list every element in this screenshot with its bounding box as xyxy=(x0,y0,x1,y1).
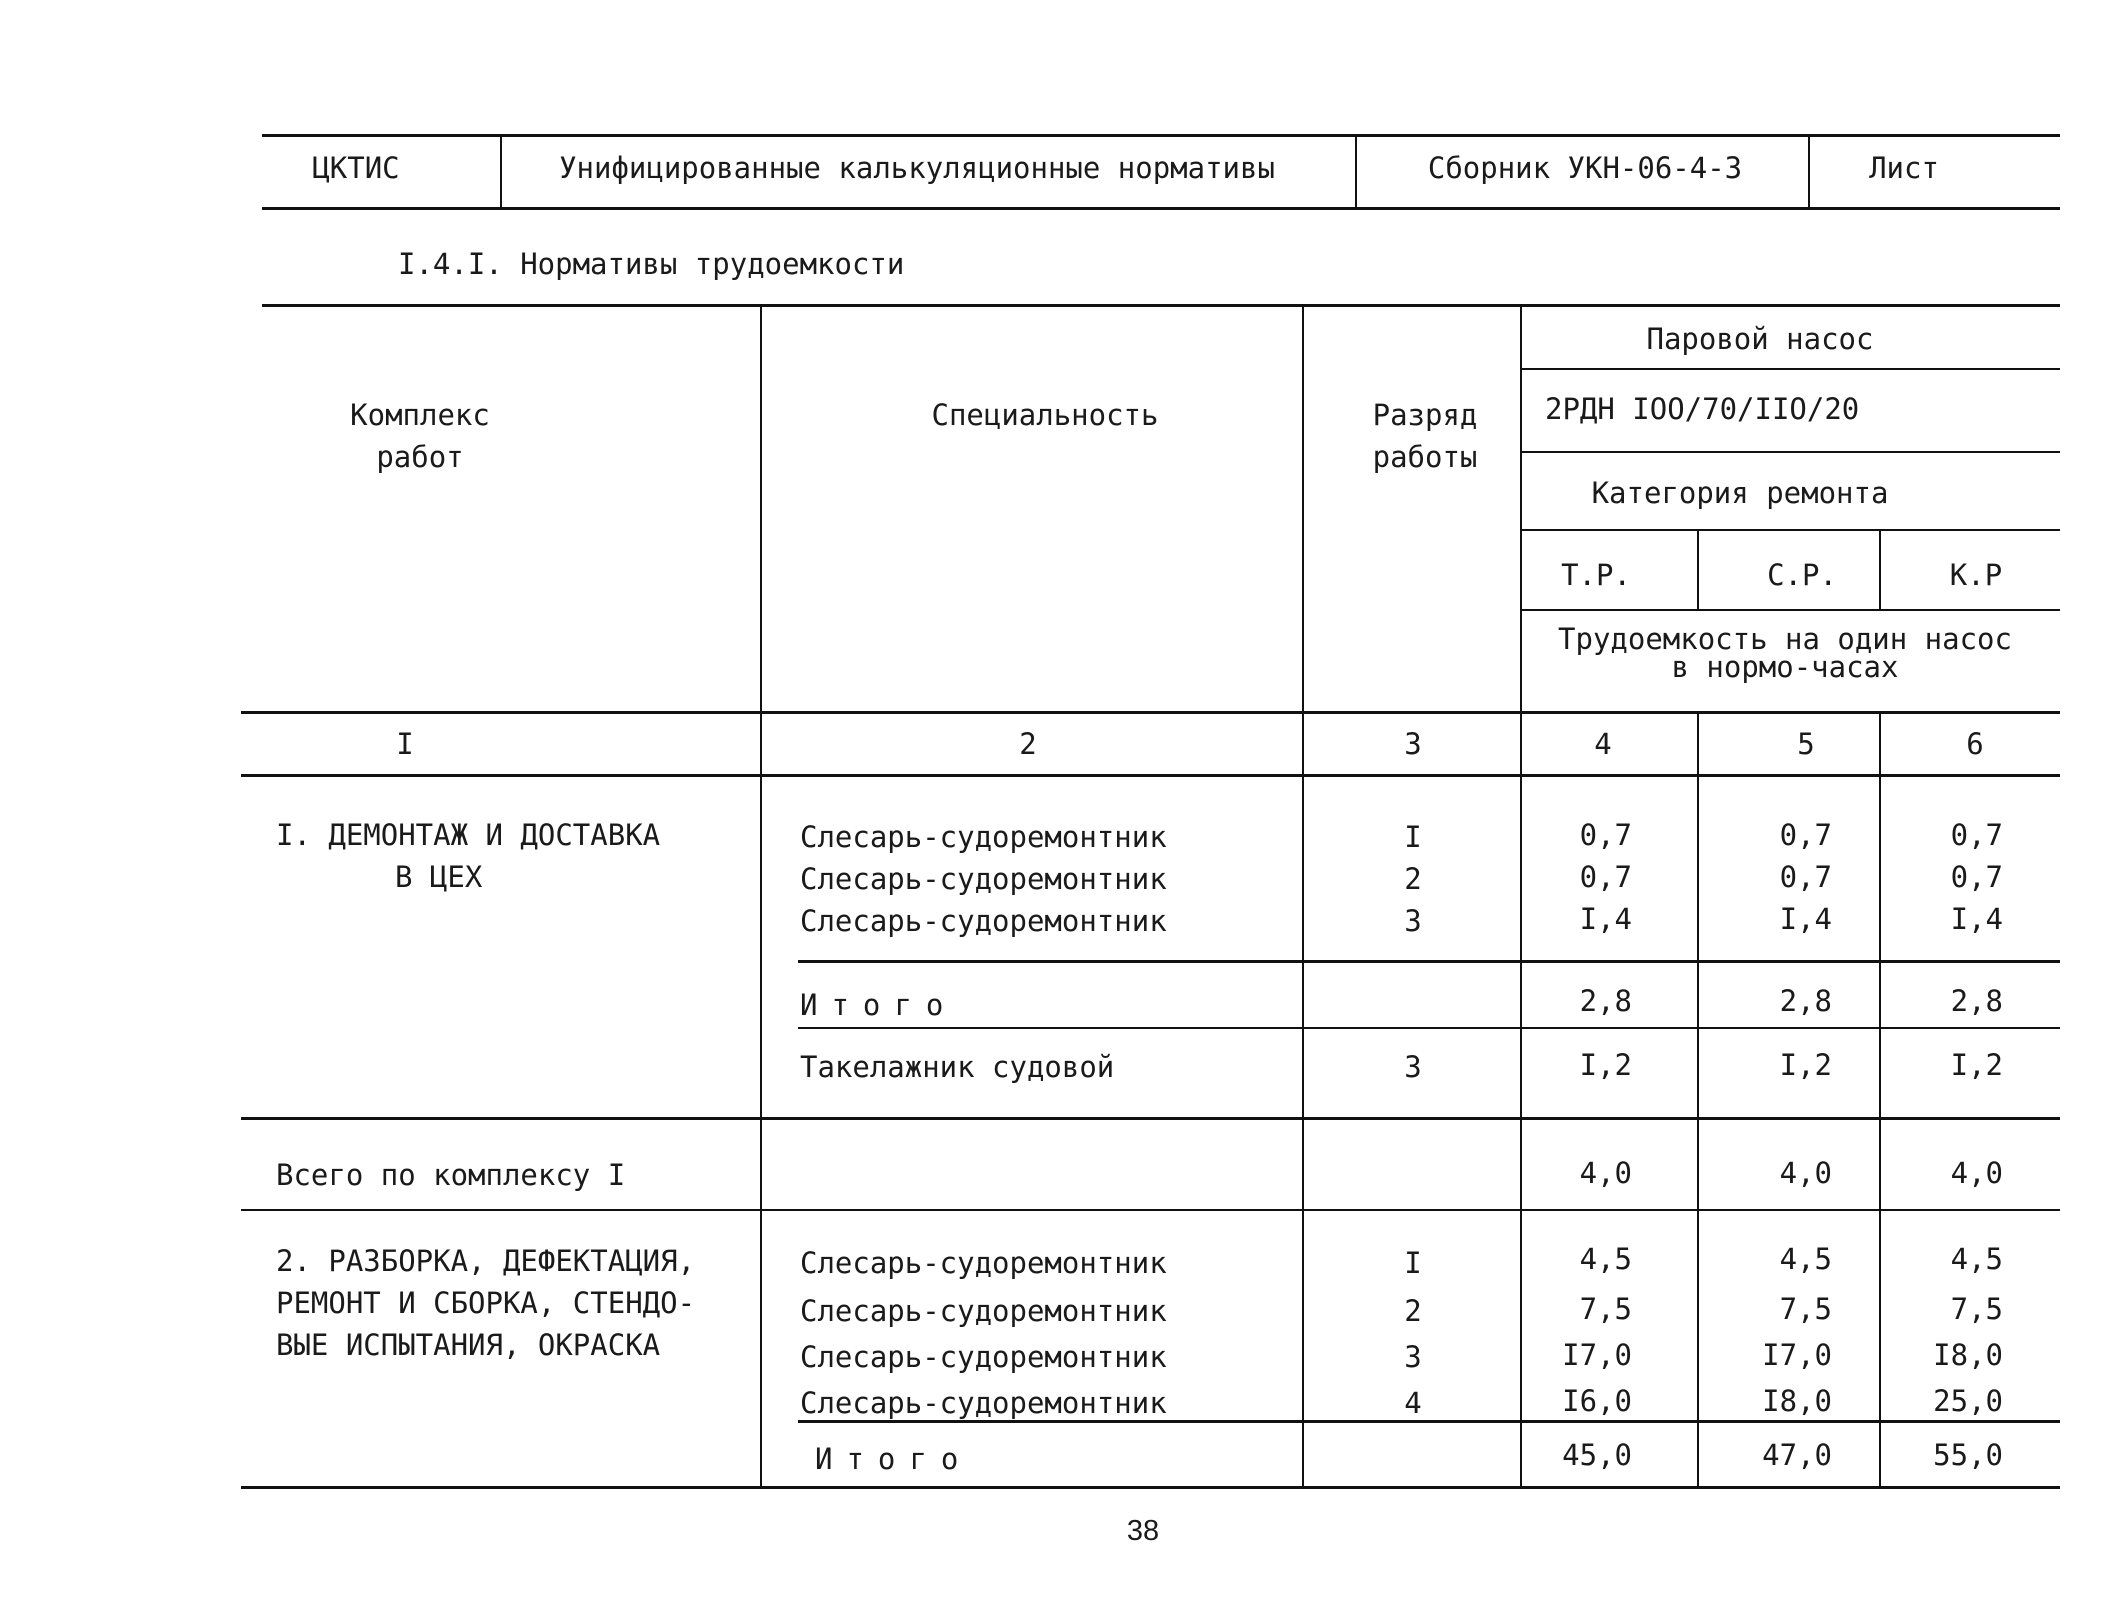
col-divider xyxy=(1697,712,1699,1488)
header-title: Унифицированные калькуляционные нормативы xyxy=(559,151,1275,185)
tr-cell: I,4 xyxy=(1579,902,1632,936)
grade-cell: I xyxy=(1404,1246,1422,1280)
tr-cell: I6,0 xyxy=(1562,1384,1632,1418)
col-number: 6 xyxy=(1966,727,1984,761)
col-number: 4 xyxy=(1594,727,1612,761)
specialty-cell: Слесарь-судоремонтник xyxy=(800,1294,1167,1328)
tr-cell: I,2 xyxy=(1579,1048,1632,1082)
head-bottom-rule xyxy=(241,711,2060,714)
col-number: 5 xyxy=(1797,727,1815,761)
table-top-rule xyxy=(262,304,2060,307)
tr-cell: 4,0 xyxy=(1579,1156,1632,1190)
tr-cell: 0,7 xyxy=(1579,818,1632,852)
subtotal-label: Итого xyxy=(815,1442,973,1476)
sr-cell: I8,0 xyxy=(1762,1384,1832,1418)
subtotal-rule xyxy=(798,960,2060,963)
head-labor: Трудоемкость на один насос xyxy=(1558,622,2012,656)
sr-cell: 2,8 xyxy=(1779,984,1832,1018)
row-rule xyxy=(798,1027,2060,1029)
section-title: I.4.I. Нормативы трудоемкости xyxy=(398,247,905,281)
grade-cell: 3 xyxy=(1404,1340,1422,1374)
group-title: I. ДЕМОНТАЖ И ДОСТАВКА xyxy=(276,818,661,852)
kr-cell: 0,7 xyxy=(1950,818,2003,852)
specialty-cell: Слесарь-судоремонтник xyxy=(800,820,1167,854)
sr-cell: I,2 xyxy=(1779,1048,1832,1082)
header-divider xyxy=(500,136,502,208)
sr-cell: 0,7 xyxy=(1779,818,1832,852)
table-bottom-rule xyxy=(241,1486,2060,1489)
tr-cell: 2,8 xyxy=(1579,984,1632,1018)
kr-cell: 4,5 xyxy=(1950,1242,2003,1276)
col-divider xyxy=(1302,305,1304,1488)
head-rule xyxy=(1520,529,2060,531)
col-number: 2 xyxy=(1019,727,1037,761)
head-rule xyxy=(1520,609,2060,611)
head-rule xyxy=(1520,368,2060,370)
sr-cell: 4,5 xyxy=(1779,1242,1832,1276)
tr-cell: 0,7 xyxy=(1579,860,1632,894)
tr-cell: I7,0 xyxy=(1562,1338,1632,1372)
grade-cell: 4 xyxy=(1404,1386,1422,1420)
header-bottom-rule xyxy=(262,207,2060,210)
head-cat-sr: С.Р. xyxy=(1767,558,1837,592)
col-number: I xyxy=(396,727,414,761)
group-rule xyxy=(241,1117,2060,1120)
sr-cell: I,4 xyxy=(1779,902,1832,936)
kr-cell: 2,8 xyxy=(1950,984,2003,1018)
specialty-cell: Слесарь-судоремонтник xyxy=(800,904,1167,938)
grade-cell: 2 xyxy=(1404,1294,1422,1328)
head-complex: работ xyxy=(376,440,464,474)
head-pump: Паровой насос xyxy=(1646,322,1874,356)
specialty-cell: Такелажник судовой xyxy=(800,1050,1115,1084)
head-labor: в нормо-часах xyxy=(1671,650,1899,684)
col-divider xyxy=(760,305,762,1488)
specialty-cell: Слесарь-судоремонтник xyxy=(800,1340,1167,1374)
complex-total-label: Всего по комплексу I xyxy=(276,1158,626,1192)
group-title: В ЦЕХ xyxy=(395,860,483,894)
kr-cell: I8,0 xyxy=(1933,1338,2003,1372)
subtotal-label: Итого xyxy=(800,988,958,1022)
header-divider xyxy=(1808,136,1810,208)
tr-cell: 7,5 xyxy=(1579,1292,1632,1326)
grade-cell: 2 xyxy=(1404,862,1422,896)
col-numbers-rule xyxy=(241,774,2060,777)
cat-divider xyxy=(1879,530,1881,610)
tr-cell: 45,0 xyxy=(1562,1438,1632,1472)
subtotal-rule xyxy=(798,1420,2060,1423)
grade-cell: 3 xyxy=(1404,1050,1422,1084)
sr-cell: 4,0 xyxy=(1779,1156,1832,1190)
grade-cell: I xyxy=(1404,820,1422,854)
header-collection: Сборник УКН-06-4-3 xyxy=(1427,151,1743,185)
head-repair-category: Категория ремонта xyxy=(1591,476,1889,510)
header-divider xyxy=(1355,136,1357,208)
kr-cell: 55,0 xyxy=(1933,1438,2003,1472)
sr-cell: 7,5 xyxy=(1779,1292,1832,1326)
grade-cell: 3 xyxy=(1404,904,1422,938)
header-org: ЦКТИС xyxy=(312,151,400,185)
head-rule xyxy=(1520,451,2060,453)
cat-divider xyxy=(1697,530,1699,610)
kr-cell: 0,7 xyxy=(1950,860,2003,894)
head-cat-tr: Т.Р. xyxy=(1561,558,1631,592)
kr-cell: 4,0 xyxy=(1950,1156,2003,1190)
group-title: ВЫЕ ИСПЫТАНИЯ, ОКРАСКА xyxy=(276,1328,661,1362)
kr-cell: 7,5 xyxy=(1950,1292,2003,1326)
kr-cell: 25,0 xyxy=(1933,1384,2003,1418)
kr-cell: I,4 xyxy=(1950,902,2003,936)
tr-cell: 4,5 xyxy=(1579,1242,1632,1276)
header-top-rule xyxy=(262,134,2060,137)
head-cat-kr: К.Р xyxy=(1949,558,2003,592)
head-complex: Комплекс xyxy=(350,398,490,432)
head-grade: Разряд xyxy=(1372,398,1478,432)
specialty-cell: Слесарь-судоремонтник xyxy=(800,1386,1167,1420)
complex-total-rule xyxy=(241,1209,2060,1211)
kr-cell: I,2 xyxy=(1950,1048,2003,1082)
sr-cell: 0,7 xyxy=(1779,860,1832,894)
head-grade: работы xyxy=(1372,440,1478,474)
col-divider xyxy=(1520,305,1522,1488)
page-number: 38 xyxy=(1126,1515,1160,1547)
specialty-cell: Слесарь-судоремонтник xyxy=(800,862,1167,896)
specialty-cell: Слесарь-судоремонтник xyxy=(800,1246,1167,1280)
sr-cell: 47,0 xyxy=(1762,1438,1832,1472)
group-title: РЕМОНТ И СБОРКА, СТЕНДО- xyxy=(276,1286,696,1320)
col-divider xyxy=(1879,712,1881,1488)
head-specialty: Специальность xyxy=(931,398,1159,432)
head-model: 2РДН IOO/70/IIO/20 xyxy=(1545,392,1860,426)
sr-cell: I7,0 xyxy=(1762,1338,1832,1372)
header-sheet-label: Лист xyxy=(1869,151,1939,185)
col-number: 3 xyxy=(1404,727,1422,761)
group-title: 2. РАЗБОРКА, ДЕФЕКТАЦИЯ, xyxy=(276,1244,696,1278)
